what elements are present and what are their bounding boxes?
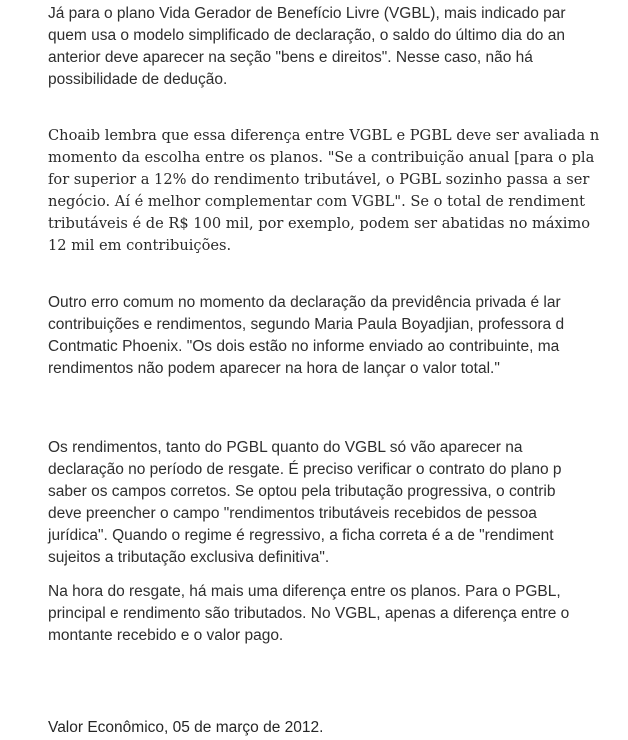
text-line: possibilidade de dedução. [48,71,228,88]
text-line: montante recebido e o valor pago. [48,627,284,644]
text-line: Choaib lembra que essa diferença entre VGBL e PGBL deve ser avaliada n [48,127,600,144]
text-line: Os rendimentos, tanto do PGBL quanto do VGBL só vão aparecer na [48,439,523,456]
source-signature [48,717,323,739]
paragraph-vgbl-plan [48,3,566,91]
text-line: Já para o plano Vida Gerador de Benefício Livre (VGBL), mais indicado par [48,5,566,22]
text-line: negócio. Aí é melhor complementar com VGBL". Se o total de rendiment [48,193,586,210]
text-line: sujeitos a tributação exclusiva definitiva". [48,549,330,566]
text-line: jurídica". Quando o regime é regressivo, a ficha correta é a de "rendiment [48,527,554,544]
text-line: declaração no período de resgate. É preciso verificar o contrato do plano p [48,461,562,478]
text-line: deve preencher o campo "rendimentos tributáveis recebidos de pessoa [48,505,537,522]
source-line: Valor Econômico, 05 de março de 2012. [48,719,324,736]
text-line: Outro erro comum no momento da declaração da previdência privada é lar [48,294,561,311]
paragraph-redemption-income [48,437,562,569]
text-line: 12 mil em contribuições. [48,237,232,254]
text-line: momento da escolha entre os planos. "Se a contribuição anual [para o pla [48,149,595,166]
text-line: anterior deve aparecer na seção "bens e direitos". Nesse caso, não há [48,49,533,66]
text-line: saber os campos corretos. Se optou pela tributação progressiva, o contrib [48,483,556,500]
paragraph-redemption-difference [48,581,569,647]
text-line: Na hora do resgate, há mais uma diferença entre os planos. Para o PGBL, [48,583,561,600]
text-line: principal e rendimento são tributados. No VGBL, apenas a diferença entre o [48,605,570,622]
text-line: quem usa o modelo simplificado de declaração, o saldo do último dia do an [48,27,565,44]
paragraph-choaib-quote [48,125,599,257]
text-line: for superior a 12% do rendimento tributável, o PGBL sozinho passa a ser [48,171,590,188]
text-line: contribuições e rendimentos, segundo Maria Paula Boyadjian, professora d [48,316,565,333]
paragraph-common-error [48,292,564,380]
text-line: tributáveis é de R$ 100 mil, por exemplo, podem ser abatidas no máximo [48,215,591,232]
text-line: rendimentos não podem aparecer na hora de lançar o valor total." [48,360,500,377]
text-line: Contmatic Phoenix. "Os dois estão no informe enviado ao contribuinte, ma [48,338,560,355]
